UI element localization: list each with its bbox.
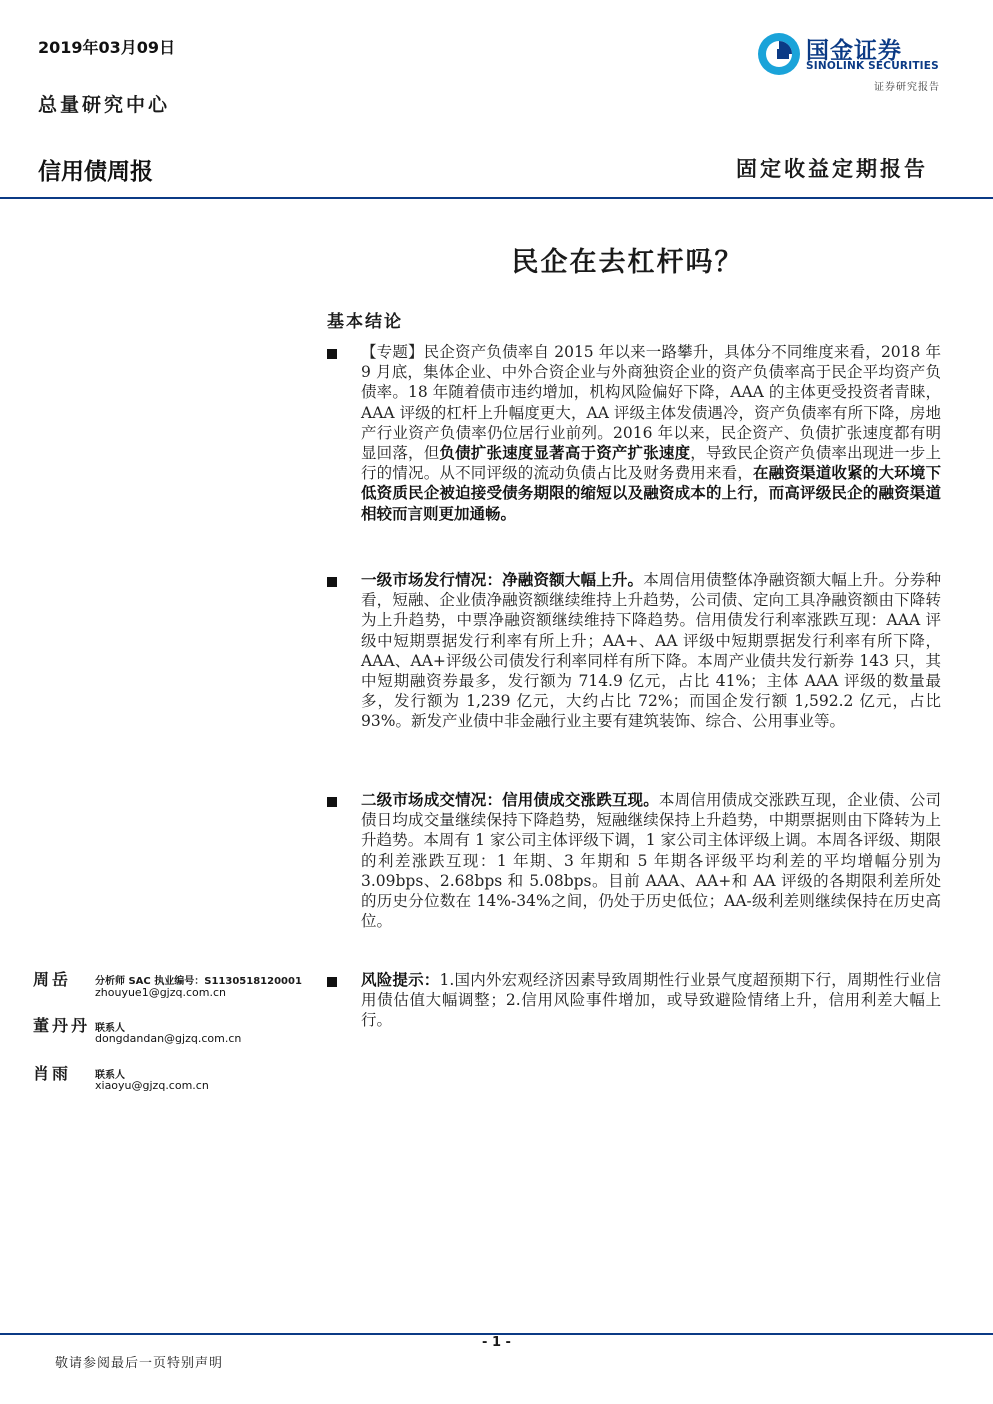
page-number: - 1 - (482, 1335, 511, 1350)
department-name: 总量研究中心 (38, 94, 171, 116)
author-name: 周岳 (33, 970, 72, 989)
author-name: 董丹丹 (33, 1016, 91, 1035)
section-secondary-market: 二级市场成交情况：信用债成交涨跌互现。本周信用债成交涨跌互现，企业债、公司债日均成交量继续保持下降趋势，短融继续保持上升趋势，中期票据则由下降转为上升趋势。本周有 1 家公司主体评级下调，1 家公司主体评级上调。本周各评级、期限的利差涨跌互现：1 年期、3 年期和 5 年期各评级平均利差的平均增幅分别为 3.09bps、2.68bps 和 5.08bps。目前 AAA、AA+和 AA 评级的各期限利差所处的历史分位数在 14%-34%之间，仍处于历史低位；AA-级利差则继续保持在历史高位。 (361, 790, 941, 931)
section-special-topic: 【专题】民企资产负债率自 2015 年以来一路攀升，具体分不同维度来看，2018 年 9 月底，集体企业、中外合资企业与外商独资企业的资产负债率高于民企平均资产负债率。18 年随着债市违约增加，机构风险偏好下降，AAA 的主体更受投资者青睐，AAA 评级的杠杆上升幅度更大，AA 评级主体发债遇冷，资产负债率有所下降，房地产行业资产负债率仍位居行业前列。2016 年以来，民企资产、负债扩张速度都有明显回落，但负债扩张速度显著高于资产扩张速度，导致民企资产负债率出现进一步上行的情况。从不同评级的流动负债占比及财务费用来看，在融资渠道收紧的大环境下低资质民企被迫接受债务期限的缩短以及融资成本的上行，而高评级民企的融资渠道相较而言则更加通畅。 (361, 343, 941, 523)
author-role: 联系人 (95, 1070, 125, 1081)
report-date: 2019年03月09日 (38, 38, 176, 57)
footer-disclaimer: 敬请参阅最后一页特别声明 (55, 1356, 224, 1371)
logo-text-english: SINOLINK SECURITIES (806, 60, 939, 72)
author-role: 联系人 (95, 1023, 125, 1034)
bullet-icon (327, 797, 337, 807)
author-email[interactable]: zhouyue1@gjzq.com.cn (95, 986, 226, 999)
section-heading: 基本结论 (327, 312, 403, 332)
bullet-icon (327, 349, 337, 359)
section-risk-warning: 风险提示：1.国内外宏观经济因素导致周期性行业景气度超预期下行，周期性行业信用债估值大幅调整；2.信用风险事件增加，或导致避险情绪上升，信用利差大幅上行。 (361, 970, 941, 1030)
author-email[interactable]: dongdandan@gjzq.com.cn (95, 1032, 242, 1045)
section-primary-market: 一级市场发行情况：净融资额大幅上升。本周信用债整体净融资额大幅上升。分券种看，短融、企业债净融资额继续维持上升趋势，公司债、定向工具净融资额由下降转为上升趋势，中票净融资额继续维持下降趋势。信用债发行利率涨跌互现：AAA 评级中短期票据发行利率有所上升；AA+、AA 评级中短期票据发行利率有所下降，AAA、AA+评级公司债发行利率同样有所下降。本周产业债共发行新券 143 只，其中短期融资券最多，发行额为 714.9 亿元，占比 41%；主体 AAA 评级的数量最多，发行额为 1,239 亿元，大约占比 72%；而国企发行额 1,592.2 亿元，占比 93%。新发产业债中非金融行业主要有建筑装饰、综合、公用事业等。 (361, 570, 941, 731)
report-title: 民企在去杠杆吗？ (511, 247, 744, 278)
report-category: 固定收益定期报告 (736, 156, 928, 181)
report-kind-label: 证券研究报告 (874, 82, 940, 93)
report-type: 信用债周报 (38, 159, 153, 185)
author-email[interactable]: xiaoyu@gjzq.com.cn (95, 1079, 209, 1092)
bullet-icon (327, 977, 337, 987)
bullet-icon (327, 577, 337, 587)
author-name: 肖雨 (33, 1064, 72, 1083)
author-role: 分析师 SAC 执业编号：S1130518120001 (95, 976, 302, 987)
logo-mark-icon (756, 31, 802, 77)
header-divider (0, 197, 993, 199)
logo-text-chinese: 国金证券 (806, 38, 902, 64)
